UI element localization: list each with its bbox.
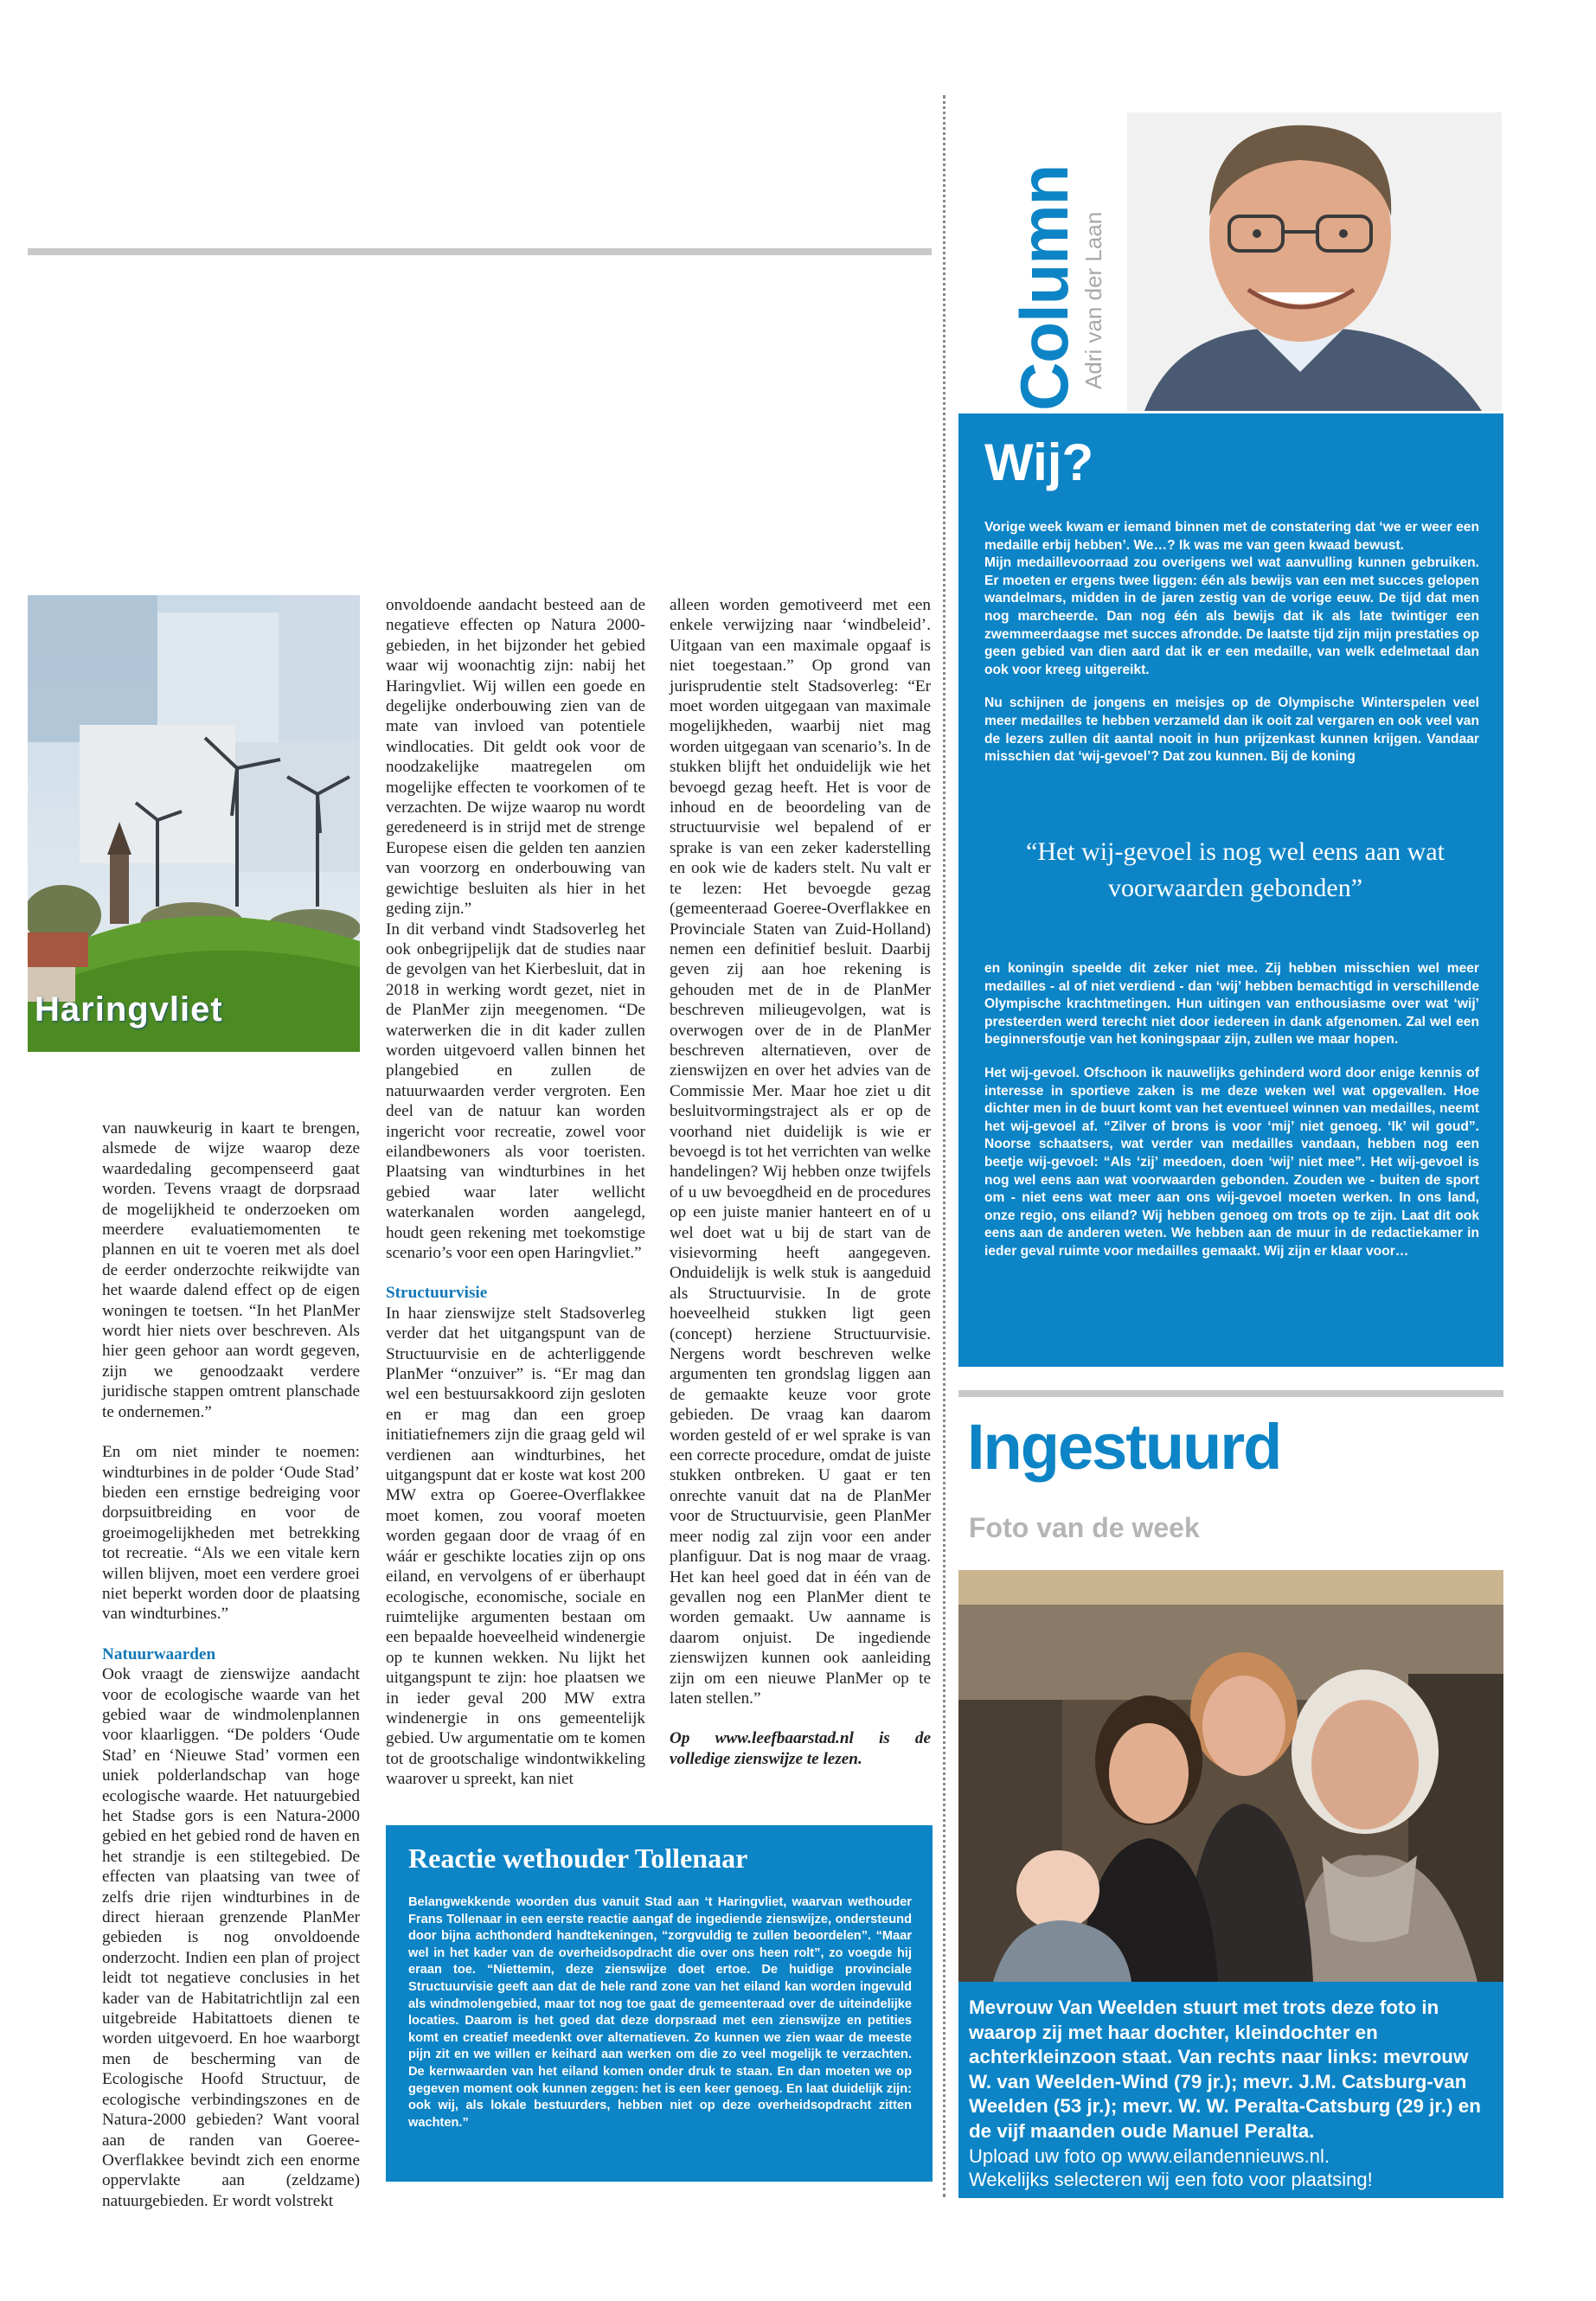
column-separator (943, 95, 945, 2197)
upload-note-2: Wekelijks selecteren wij een foto voor plaatsing! (969, 2169, 1373, 2190)
column-author: Adri van der Laan (1080, 211, 1106, 389)
ingestuurd-subtitle: Foto van de week (969, 1512, 1200, 1543)
upload-note-1: Upload uw foto op www.eilandennieuws.nl. (969, 2145, 1330, 2167)
ingestuurd-title: Ingestuurd (967, 1411, 1281, 1483)
column-text-bottom (984, 960, 1479, 1261)
structuurvisie-heading: Structuurvisie (386, 1284, 488, 1303)
photo-caption-box (958, 1982, 1503, 2198)
author-portrait (1127, 112, 1502, 411)
haringvliet-photo (28, 595, 360, 1052)
article-paragraph: Ook vraagt de zienswijze aandacht voor de ecologische waarde van het gebied waar de windmolenplannen voor klaarliggen. “De polders ‘Oude Stad’ en ‘Nieuwe Stad’ vormen een uniek polderlandschap van hoge ecologische waarde. Het natuurgebied het Stadse gors is een Natura-2000 gebied en het gebied rond de haven en het strandje is een stiltegebied. De effecten van plaatsing van twee of zelfs drie rijen windturbines in de direct hieraan grenzende PlanMer gebieden is nog onvoldoende onderzocht. Indien een plan of project leidt tot negatieve conclusies in het kader van de Habitatrichtlijn zal een uitgebreide Habitattoets dienen te worden uitgevoerd. En hoe waarborgt men de bescherming van de Ecologische Hoofd Structuur, de ecologische verbindingszones en de Natura-2000 gebieden? Want vooral aan de randen van Goeree-Overflakkee bevindt zich een enorme oppervlakte aan (zeldzame) natuurgebieden. Er wordt volstrekt (102, 1665, 360, 2210)
column-paragraph: Mijn medaillevoorraad zou overigens wel wat aanvulling kunnen gebruiken. Er moeten er ergens twee liggen: één als bewijs van een met succes gelopen wandelmars, midden in de jaren zestig van de vorige eeuw. De tijd dat men nog marcheerde. Dan nog één als bewijs dat ik als late twintiger een zwemmeerdaagse met succes afrondde. De laatste tijd zijn mijn prestaties op geen gebied van dien aard dat ik er een medaille, van welk edelmetaal dan ook voor kreeg uitgereikt. (984, 555, 1479, 677)
reactie-title: Reactie wethouder Tollenaar (408, 1843, 748, 1874)
column-label: Column (1006, 164, 1082, 411)
article-footer-note: Op www.leefbaarstad.nl is de volledige zienswijze te lezen. (670, 1729, 931, 1768)
article-paragraph: In dit verband vindt Stadsoverleg het ook onbegrijpelijk dat de studies naar de gevolgen van het Kierbesluit, dat in 2018 in werking wordt gezet, niet in de PlanMer zijn meegenomen. “De waterwerken die in dit kader zullen worden uitgevoerd vallen binnen het plangebied en zullen de natuurwaarden verder vergroten. Een deel van de natuur kan worden ingericht voor recreatie, zowel voor eilandbewoners als voor toeristen. Plaatsing van windturbines in het gebied waar later wellicht waterkanalen worden aangelegd, houdt geen rekening met toekomstige scenario’s voor een open Haringvliet.” (386, 920, 645, 1262)
column-pull-quote: “Het wij-gevoel is nog wel eens aan wat voorwaarden gebonden” (1026, 837, 1445, 902)
column-paragraph: en koningin speelde dit zeker niet mee. Zij hebben misschien wel meer medailles - al of niet verdiend - dan ‘wij’ hebben bemachtigd in verschillende Olympische krachtmetingen. Hun uitingen van enthousiasme over wat ‘wij’ presteerden werd terecht niet door iedereen in dank afgenomen. Zal wel een beginnersfoutje van het koningspaar zijn, zullen we maar hopen. (984, 961, 1479, 1048)
windmill-landscape-illustration (28, 595, 360, 1052)
portrait-illustration (1127, 112, 1502, 411)
column-paragraph: Nu schijnen de jongens en meisjes op de Olympische Winterspelen veel meer medailles te hebben verzameld dan ik ooit zal vergaren en ook veel van de lezers zullen dit aantal nooit in hun prijzenkast kunnen krijgen. Vandaar misschien dat ‘wij-gevoel’? Dat zou kunnen. Bij de koning (984, 695, 1479, 765)
haringvliet-caption: Haringvliet (35, 990, 223, 1029)
family-photo-illustration (958, 1570, 1503, 1982)
article-column-3 (670, 595, 931, 1769)
column-header (958, 112, 1502, 411)
family-photo (958, 1570, 1503, 1982)
ingestuurd-rule (958, 1390, 1503, 1397)
article-paragraph: En om niet minder te noemen: windturbines in de polder ‘Oude Stad’ bieden een ernstige bedreiging voor dorpsuitbreiding en voor de groeimogelijkheden met betrekking tot recreatie. “Als we een vitale kern willen blijven, moet een verdere groei niet beperkt worden door de plaatsing van windturbines.” (102, 1443, 360, 1624)
column-text-top (984, 519, 1479, 766)
column-title: Wij? (984, 433, 1094, 491)
reactie-box (386, 1825, 933, 2182)
photo-caption: Mevrouw Van Weelden stuurt met trots deze foto in waarop zij met haar dochter, kleindochter en achterkleinzoon staat. Van rechts naar links: mevrouw W. van Weelden-Wind (79 jr.); mevr. J.M. Catsburg-van Weelden (53 jr.); mevr. W. W. Peralta-Catsburg (29 jr.) en de vijf maanden oude Manuel Peralta. (969, 1997, 1481, 2142)
article-column-2 (386, 595, 645, 1790)
column-paragraph: Het wij-gevoel. Ofschoon ik nauwelijks gehinderd word door enige kennis of interesse in sportieve zaken is me deze weken wel wat opgevallen. Hoe dichter men in de buurt komt van het eventueel winnen van medailles, neemt het wij-gevoel af. “Zilver of brons is voor ‘mij’ niet genoeg. ‘Ik’ wil goud”. Noorse schaatsers, wat verder van medailles vandaan, hebben nog een beetje wij-gevoel: “Als ‘zij’ meedoen, doen ‘wij’ niet mee”. Het wij-gevoel is nog wel eens aan wat voorwaarden gebonden. Zouden we - buiten de sport om - niet eens wat meer aan ons wij-gevoel moeten werken. In ons land, onze regio, ons eiland? Wij hebben genoeg om trots op te zijn. Laat dit ook eens aan de anderen weten. We hebben aan de muur in de redactiekamer in ieder geval ruimte voor medailles gemaakt. Wij zijn er klaar voor… (984, 1065, 1479, 1259)
top-rule (28, 248, 932, 255)
column-box (958, 413, 1503, 1367)
article-paragraph: van nauwkeurig in kaart te brengen, alsmede de wijze waarop deze waardedaling gecompenseerd gaat worden. Tevens vraagt de dorpsraad de mogelijkheid te onderzoeken om meerdere evaluatiemomenten te plannen en uit te voeren met als doel de eerder onderzochte reikwijdte van het waarde dalend effect op de eigen woningen te toetsen. “In het PlanMer wordt hier niets over beschreven. Als hier geen gehoor aan wordt gegeven, zijn we genoodzaakt verdere juridische stappen omtrent planschade te ondernemen.” (102, 1119, 360, 1421)
article-paragraph: alleen worden gemotiveerd met een enkele verwijzing naar ‘windbeleid’. Uitgaan van een maximale opgaaf is niet toegestaan.” Op grond van jurisprudentie stelt Stadsoverleg: “Er moet worden uitgegaan van maximale mogelijkheden, waarbij niet mag worden uitgegaan van scenario’s. In de stukken blijft het onduidelijk wie het bevoegd gezag heeft. Het is voor de inhoud en de beoordeling van de structuurvisie wel bepalend of er sprake is van een zeker kaderstelling en ook wie de kaders stelt. Nu valt er te lezen: Het bevoegde gezag (gemeenteraad Goeree-Overflakkee en Provinciale Staten van Zuid-Holland) nemen een definitief besluit. Daarbij geven zij aan hoe rekening is gehouden met de in de PlanMer beschreven milieugevolgen, wat is overwogen over de in de PlanMer beschreven alternatieven, over de zienswijzen en over het advies van de Commissie Mer. Maar hoe ziet u dit besluitvormingstraject als er op de voorhand niet duidelijk is wie er bevoegd is tot het verrichten van welke handelingen? Wij hebben onze twijfels of u uw bevoegdheid en de procedures op een juiste manier hanteert en of u wel doet wat u bij de start van de visievorming heeft aangegeven. Onduidelijk is welk stuk is aangeduid als Structuurvisie. In de grote hoeveelheid stukken ligt geen (concept) herziene Structuurvisie. Nergens wordt beschreven welke argumenten ten grondslag liggen aan de gemaakte keuze voor grote gebieden. De vraag kan daarom worden gesteld of er wel sprake is van een correcte procedure, omdat de juiste stukken ontbreken. U gaat er ten onrechte vanuit dat na de PlanMer voor de Structuurvisie, geen PlanMer meer nodig zal zijn voor een ander planfiguur. Dat is nog maar de vraag. Het kan heel goed dat in één van de gevallen nog een PlanMer dient te worden gemaakt. Uw aanname is daarom onjuist. De ingediende zienswijzen kunnen ook aanleiding zijn om een nieuwe PlanMer op te laten stellen.” (670, 596, 931, 1708)
article-paragraph: In haar zienswijze stelt Stadsoverleg verder dat het uitgangspunt van de Structuurvisie en de achterliggende PlanMer “onzuiver” is. “Er mag dan wel een bestuursakkoord zijn gesloten en er mag dan een groep initiatiefnemers zijn die graag geld wil verdienen aan windturbines, het uitgangspunt dat er koste wat kost 200 MW extra op Goeree-Overflakkee moet komen, zou vooraf moeten worden gegaan door de vraag óf en wáár er geschikte locaties zijn op ons eiland, en vervolgens of er überhaupt ecologische, economische, sociale en ruimtelijke argumenten bestaan om een bepaalde hoeveelheid windenergie op te kunnen wekken. Nu lijkt het uitgangspunt te zijn: hoe plaatsen we in ieder geval 200 MW extra windenergie in ons gemeentelijk gebied. Uw argumentatie om te komen tot de grootschalige windontwikkeling waarover u spreekt, kan niet (386, 1304, 645, 1789)
article-column-1 (102, 1118, 360, 2211)
reactie-body: Belangwekkende woorden dus vanuit Stad aan ‘t Haringvliet, waarvan wethouder Frans Tollenaar in een eerste reactie aangaf de ingediende zienswijze, ondersteund door bijna achthonderd handtekeningen, “zorgvuldig te zullen beoordelen”. “Maar wel in het kader van de overheidsopdracht die over ons heen rolt”, zo voegde hij eraan toe. “Niettemin, deze zienswijze doet ertoe. De huidige provinciale Structuurvisie geeft aan dat de hele rand zone van het eiland kan worden ingevuld als windmolengebied, maar tot nog toe gaat de gemeenteraad over de uiteindelijke locaties. Daarom is het goed dat deze dorpsraad met een zienswijze en petities komt en creatief meedenkt over alternatieven. Zo kunnen we zien waar de meeste pijn zit en we willen er keihard aan werken om die zo veel mogelijk te verzachten. De kernwaarden van het eiland komen onder druk te staan. En dan moeten we op gegeven moment ook kunnen zeggen: het is een keer genoeg. En laat duidelijk zijn: ook wij, als lokale bestuurders, hebben niet op deze overheidsopdracht zitten wachten.” (408, 1895, 912, 2130)
column-paragraph: Vorige week kwam er iemand binnen met de constatering dat ‘we er weer een medaille erbij hebben’. We…? Ik was me van geen kwaad bewust. (984, 520, 1479, 553)
article-paragraph: onvoldoende aandacht besteed aan de negatieve effecten op Natura 2000-gebieden, in het bijzonder het gebied waar wij woonachtig zijn: nabij het Haringvliet. Wij willen een goede en degelijke onderbouwing zien van de mate van invloed van potentiele windlocaties. Dit geldt ook voor de noodzakelijke maatregelen om mogelijke effecten te voorkomen of te verzachten. De wijze waarop nu wordt geredeneerd is in strijd met de strenge Europese eisen die gelden ten aanzien van voorzorg en onderbouwing van gewichtige besluiten als hier in het geding zijn.” (386, 596, 645, 919)
natuurwaarden-heading: Natuurwaarden (102, 1644, 216, 1663)
